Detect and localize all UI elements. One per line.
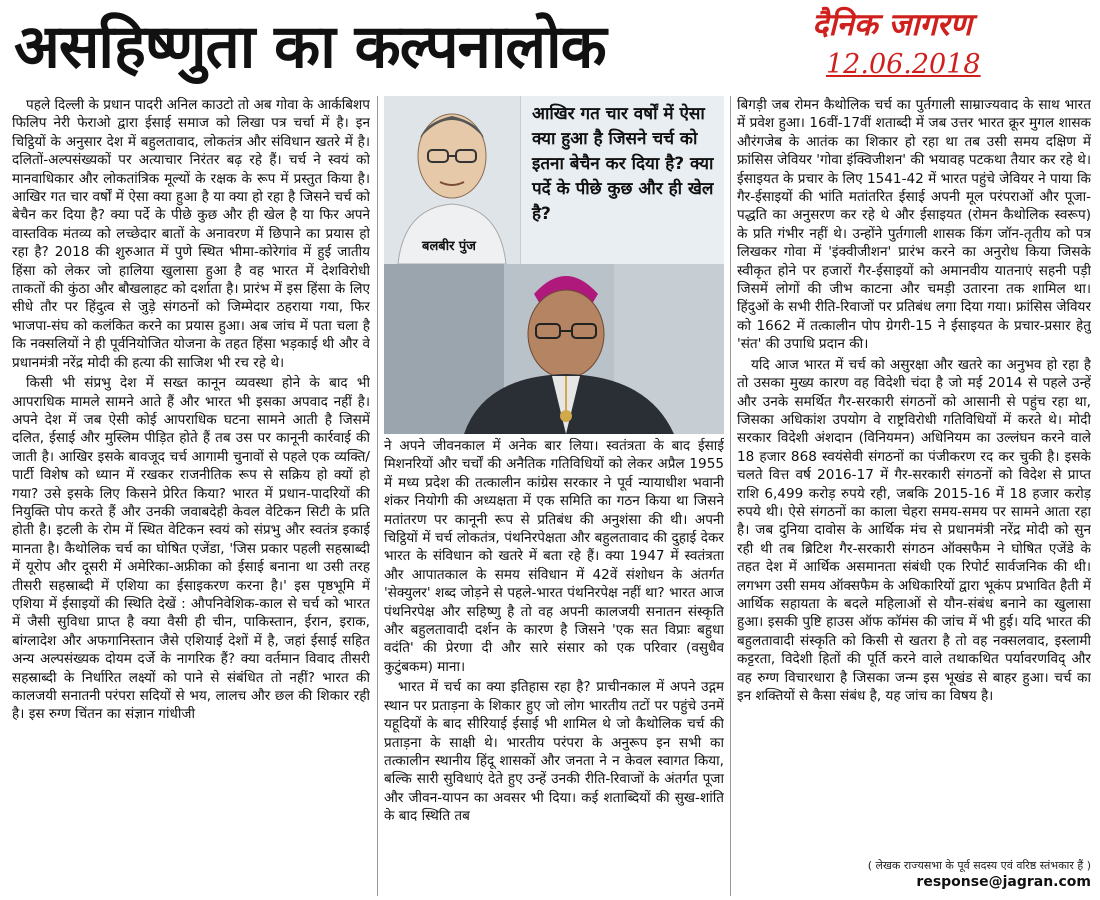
article-column-1 xyxy=(12,96,370,896)
newspaper-name: दैनिक जागरण xyxy=(812,7,972,43)
author-note: ( लेखक राज्यसभा के पूर्व सदस्य एवं वरिष्ठ स्तंभकार हैं ) xyxy=(867,859,1091,872)
paragraph: पहले दिल्ली के प्रधान पादरी अनिल काउटो तो अब गोवा के आर्कबिशप फिलिप नेरी फेराओ द्वारा ईसाई समाज को लिखा पत्र चर्चा में है। इन चिट्ठियों के अनुसार देश में बहुलतावाद, लोकतंत्र और संविधान खतरे में है। दलितों-अल्पसंख्यकों पर अत्याचार निरंतर बढ़ रहे हैं। चर्च ने स्वयं को मानवाधिकार और लोकतांत्रिक मूल्यों के रक्षक के रूप में प्रस्तुत किया है। आखिर गत चार वर्षों में ऐसा क्या हुआ है या क्या हो रहा है जिसने चर्च को बेचैन कर दिया है? क्या पर्दे के पीछे कुछ और ही खेल है या फिर अपने वास्तविक मंतव्य को लच्छेदार बातों के अनावरण में छिपाने का प्रयास हो रहा है? 2018 की शुरुआत में पुणे स्थित भीमा-कोरेगांव में हुई जातीय हिंसा को लेकर जो हालिया खुलासा हुआ है वह भारत में देशविरोधी ताकतों की कुंठा और बौखलाहट को दर्शाता है। प्रारंभ में इस हिंसा के लिए सीधे तौर पर हिंदुत्व से जुड़े संगठनों को जिम्मेदार ठहराया गया, फिर भाजपा-संघ को कलंकित करने का प्रयास हुआ। अब जांच में पता चला है कि नक्सलियों ने ही पूर्वनियोजित योजना के तहत हिंसा भड़काई थी और वे प्रधानमंत्री नरेंद्र मोदी की हत्या की साजिश भी रच रहे थे। xyxy=(12,97,370,371)
masthead xyxy=(812,4,1092,94)
archbishop-photo xyxy=(384,264,724,434)
pull-quote: आखिर गत चार वर्षों में ऐसा क्या हुआ है जिसने चर्च को इतना बेचैन कर दिया है? क्या पर्दे के पीछे कुछ और ही खेल है? xyxy=(532,104,714,224)
author-name: बलबीर पुंज xyxy=(422,239,476,254)
paragraph: यदि आज भारत में चर्च को असुरक्षा और खतरे का अनुभव हो रहा है तो उसका मुख्य कारण वह विदेशी चंदा है जो मई 2014 से पहले उन्हें और उनके समर्थित गैर-सरकारी संगठनों को आसानी से पहुंच रहा था, जिसका अधिकांश उपयोग वे राष्ट्रविरोधी गतिविधियों में करते थे। मोदी सरकार विदेशी अंशदान (विनियमन) अधिनियम का उल्लंघन करने वाले 18 हजार 868 स्वयंसेवी संगठनों का पंजीकरण रद कर चुकी है। इसके चलते वित्त वर्ष 2016-17 में गैर-सरकारी संगठनों को विदेश से प्राप्त राशि 6,499 करोड़ रुपये रही, जबकि 2015-16 में 18 हजार करोड़ रुपये थी। ऐसे संगठनों का काला चेहरा समय-समय पर सामने आता रहा है। जब दुनिया दावोस के आर्थिक मंच से प्रधानमंत्री नरेंद्र मोदी को सुन रही थी तब ब्रिटिश गैर-सरकारी संगठन ऑक्सफैम ने घोषित एजेंडे के तहत देश में आर्थिक असमानता संबंधी एक रिपोर्ट सार्वजनिक की थी। लगभग उसी समय ऑक्सफैम के अधिकारियों द्वारा भूकंप प्रभावित हैती में आर्थिक सहायता के बदले महिलाओं से यौन-संबंध बनाने का खुलासा हुआ। इसकी पुष्टि हाउस ऑफ कॉमंस की जांच में भी हुई। यदि भारत की बहुलतावादी संस्कृति को किसी से खतरा है तो वह नक्सलवाद, इस्लामी कट्टरता, विदेशी हितों की पूर्ति करने वाले तथाकथित पर्यावरणविद् और वह रुग्ण विचारधारा है जिसका जन्म इस भूखंड से बाहर हुआ। चर्च का इन शक्तियों से कैसा संबंध है, यह जांच का विषय है। xyxy=(737,356,1091,704)
archbishop-photo-image xyxy=(384,264,724,434)
article-column-3 xyxy=(737,96,1091,858)
paragraph: ने अपने जीवनकाल में अनेक बार लिया। स्वतंत्रता के बाद ईसाई मिशनरियों और चर्चों की अनैतिक गतिविधियों को लेकर अप्रैल 1955 में मध्य प्रदेश की तत्कालीन कांग्रेस सरकार ने पूर्व न्यायाधीश भवानी शंकर नियोगी की अध्यक्षता में एक समिति का गठन किया था जिसने मतांतरण पर कानूनी रूप से प्रतिबंध की अनुशंसा की थी। अपनी चिट्ठियों में चर्च लोकतंत्र, पंथनिरपेक्षता और बहुलतावाद की दुहाई देकर भारत के संविधान को खतरे में बता रहे हैं। क्या 1947 में स्वतंत्रता और आपातकाल के समय संविधान में 42वें संशोधन के अंतर्गत 'सेक्युलर' शब्द जोड़ने से पहले-भारत पंथनिरपेक्ष नहीं था? भारत आज पंथनिरपेक्ष और सहिष्णु है तो वह अपनी कालजयी सनातन संस्कृति और बहुलतावादी दर्शन के कारण है जिसने 'एक सत विप्राः बहुधा वदंति' की प्रेरणा दी और सारे संसार को एक परिवार (वसुधैव कुटुंबकम) माना। xyxy=(384,438,724,675)
article-column-2 xyxy=(384,437,724,897)
publication-date: 12.06.2018 xyxy=(826,49,981,80)
paragraph: भारत में चर्च का क्या इतिहास रहा है? प्राचीनकाल में अपने उद्गम स्थान पर प्रताड़ना के शिकार हुए जो लोग भारतीय तटों पर पहुंचे उनमें यहूदियों के बाद सीरियाई ईसाई भी शामिल थे जो कैथोलिक चर्च की प्रताड़ना के साक्षी थे। भारतीय परंपरा के अनुरूप इन सभी का तत्कालीन स्थानीय हिंदू शासकों और जनता ने न केवल स्वागत किया, बल्कि सारी सुविधाएं देते हुए उन्हें उनकी रीति-रिवाजों के अंतर्गत पूजा और जीवन-यापन का अवसर भी दिया। कई शताब्दियों की सुख-शांति के बाद स्थिति तब xyxy=(384,679,724,825)
headline: असहिष्णुता का कल्पनालोक xyxy=(14,12,606,82)
paragraph: बिगड़ी जब रोमन कैथोलिक चर्च का पुर्तगाली साम्राज्यवाद के साथ भारत में प्रवेश हुआ। 16वीं-17वीं शताब्दी में जब उत्तर भारत क्रूर मुगल शासक औरंगजेब के आतंक का शिकार हो रहा था तब उसी समय दक्षिण में फ्रांसिस जेवियर 'गोवा इंक्विजीशन' की भयावह पटकथा तैयार कर रहे थे। ईसाइयत के प्रचार के लिए 1541-42 में भारत पहुंचे जेवियर ने पाया कि गैर-ईसाइयों की भांति मतांतरित ईसाई अपनी मूल परंपराओं और पूजा-पद्धति का अनुसरण कर रहे थे और ईसाइयत (रोमन कैथोलिक स्वरूप) के प्रति गंभीर नहीं थे। उन्होंने पुर्तगाली शासक किंग जॉन-तृतीय को पत्र लिखकर गोवा में 'इंक्वीजीशन' प्रारंभ करने का अनुरोध किया जिसके स्वीकृत होने पर हजारों गैर-ईसाइयों को अमानवीय यातनाएं सहनी पड़ी जिसमें लोगों की जीभ काटना और चमड़ी उतारना तक शामिल था। हिंदुओं के सभी रीति-रिवाजों पर प्रतिबंध लगा दिया गया। फ्रांसिस जेवियर को 1662 में तत्कालीन पोप ग्रेगरी-15 ने ईसाइयत के प्रचार-प्रसार हेतु 'संत' की उपाधि प्रदान की। xyxy=(737,97,1091,353)
column-divider xyxy=(377,96,378,896)
photo-panel xyxy=(384,96,724,434)
paragraph: किसी भी संप्रभु देश में सख्त कानून व्यवस्था होने के बाद भी आपराधिक मामले सामने आते हैं और भारत भी इसका अपवाद नहीं है। अपने देश में जब ऐसी कोई आपराधिक घटना सामने आती है जिसमें दलित, ईसाई और मुस्लिम पीड़ित होते हैं तब उस पर कानूनी कार्रवाई की जाती है। आखिर इसके बावजूद चर्च आगामी चुनावों से पहले एक व्यक्ति/पार्टी विशेष को ध्यान में रखकर राजनीतिक रूप से सक्रिय हो क्यों हो गया? उसे इसके लिए किसने प्रेरित किया? भारत में प्रधान-पादरियों की नियुक्ति पोप करते हैं और उनकी जवाबदेही केवल वेटिकन सिटी के प्रति होती है। इटली के रोम में स्थित वेटिकन स्वयं को संप्रभु और स्वतंत्र इकाई मानता है। कैथोलिक चर्च का घोषित एजेंडा, 'जिस प्रकार पहली सहस्राब्दी में यूरोप और दूसरी में अमेरिका-अफ्रीका को ईसाई बनाना था उसी तरह तीसरी सहस्राब्दी में एशिया का ईसाइकरण करना है।' इस पृष्ठभूमि में एशिया में ईसाइयों की स्थिति देखें : औपनिवेशिक-काल से चर्च को भारत में जैसी सुविधा प्राप्त है क्या वैसी ही चीन, पाकिस्तान, ईरान, इराक, बांग्लादेश और अफगानिस्तान जैसे एशियाई देशों में है, जहां ईसाई सहित अन्य अल्पसंख्यक दोयम दर्जे के नागरिक हैं? क्या वर्तमान विवाद तीसरी सहस्राब्दी के निर्धारित लक्ष्यों को पाने से संबंधित तो नहीं? भारत की कालजयी सनातनी परंपरा सदियों से भय, लालच और छल की शिकार रही है। इस रुग्ण चिंतन का संज्ञान गांधीजी xyxy=(12,375,370,723)
response-email: response@jagran.com xyxy=(916,874,1091,890)
column-divider xyxy=(730,96,731,896)
